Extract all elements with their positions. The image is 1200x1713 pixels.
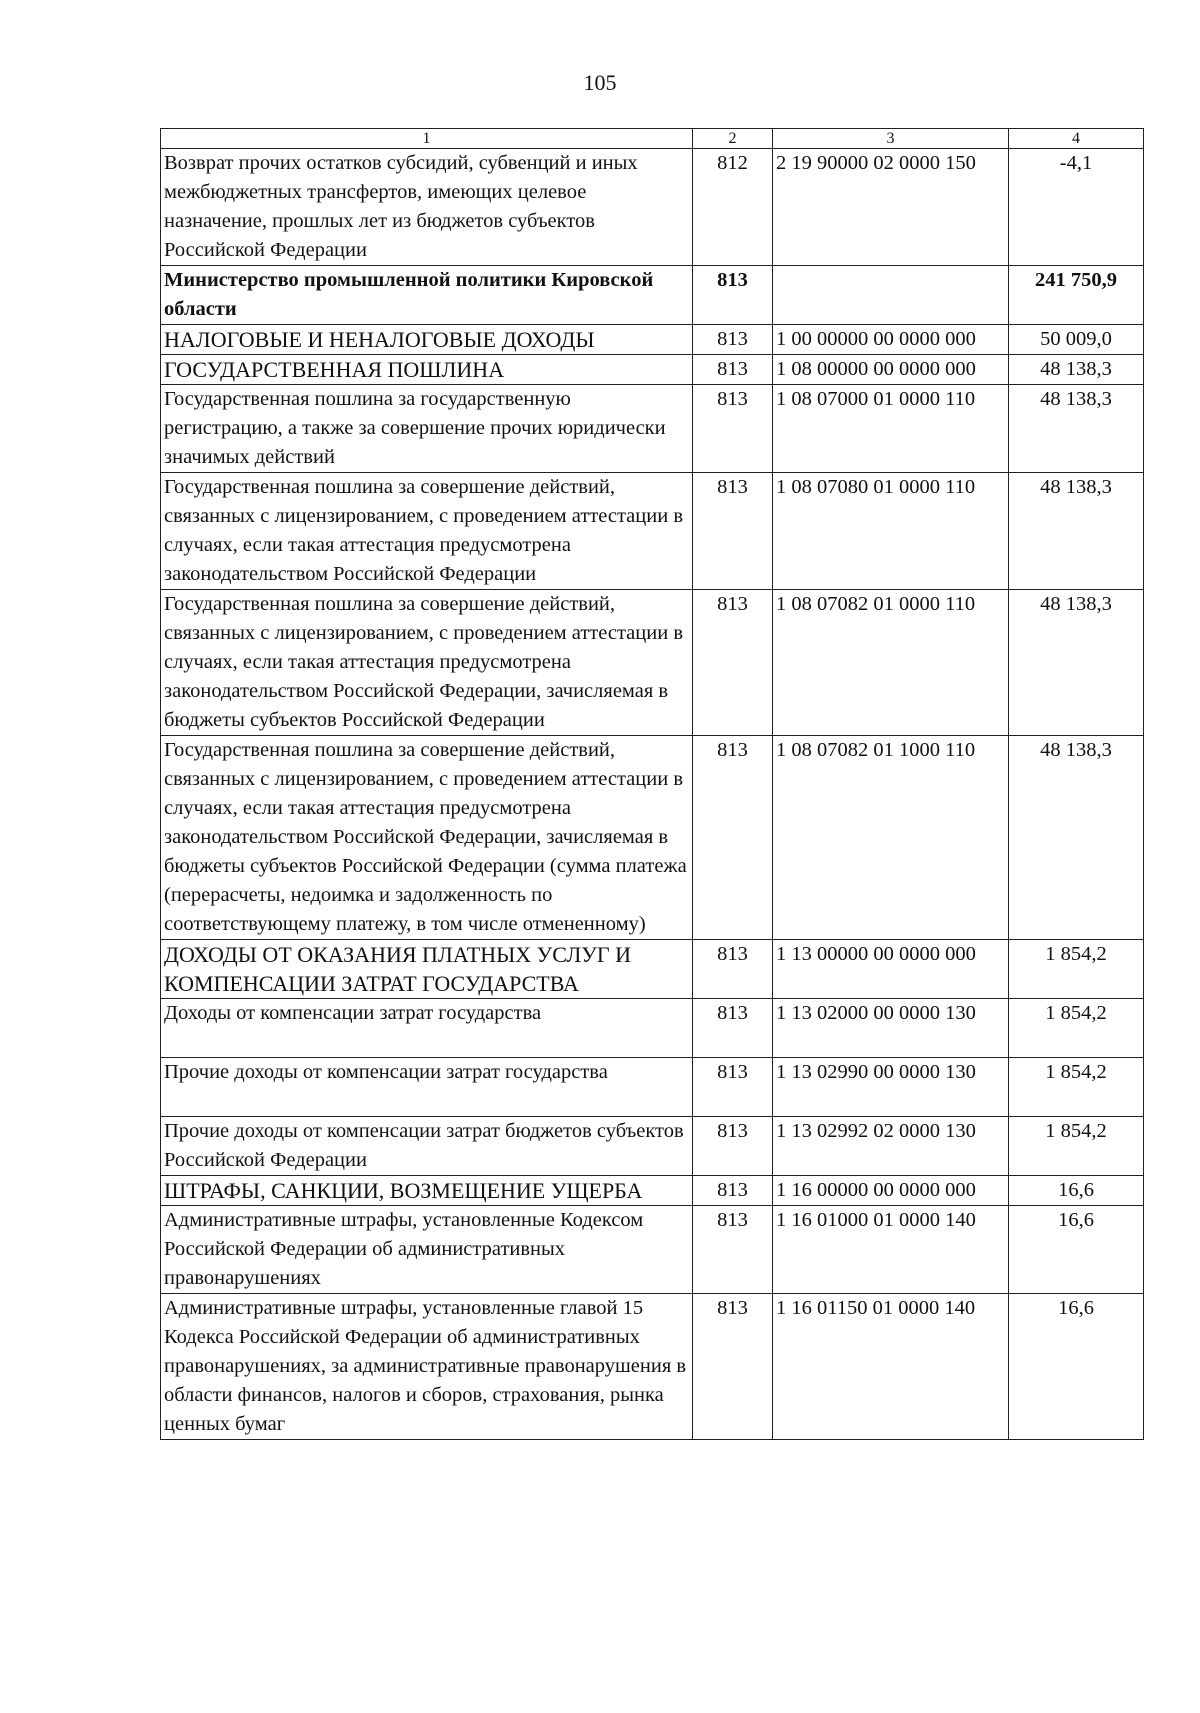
table-row — [161, 385, 1144, 473]
page-number: 105 — [583, 70, 617, 95]
row-name: Возврат прочих остатков субсидий, субвенций и иных межбюджетных трансфертов, имеющих целевое назначение, прошлых лет из бюджетов субъектов Российской Федерации — [161, 149, 693, 266]
row-admin-code: 813 — [693, 1058, 773, 1117]
table-row — [161, 355, 1144, 385]
row-amount: 48 138,3 — [1009, 385, 1144, 473]
row-admin-code: 813 — [693, 999, 773, 1058]
row-amount: -4,1 — [1009, 149, 1144, 266]
row-name: НАЛОГОВЫЕ И НЕНАЛОГОВЫЕ ДОХОДЫ — [161, 325, 693, 355]
column-header-2: 2 — [693, 129, 773, 149]
row-admin-code: 813 — [693, 325, 773, 355]
row-amount: 241 750,9 — [1009, 266, 1144, 325]
table-row — [161, 1058, 1144, 1117]
row-amount: 1 854,2 — [1009, 940, 1144, 999]
row-budget-code: 1 13 02990 00 0000 130 — [773, 1058, 1009, 1117]
table-row — [161, 940, 1144, 999]
table-row — [161, 325, 1144, 355]
table-row — [161, 149, 1144, 266]
row-name: Административные штрафы, установленные главой 15 Кодекса Российской Федерации об административных правонарушениях, за административные правонарушения в области финансов, налогов и сборов, страхования, рынка ценных бумаг — [161, 1294, 693, 1440]
table-row — [161, 473, 1144, 590]
row-budget-code: 1 00 00000 00 0000 000 — [773, 325, 1009, 355]
row-budget-code — [773, 266, 1009, 325]
row-admin-code: 813 — [693, 385, 773, 473]
row-budget-code: 1 13 00000 00 0000 000 — [773, 940, 1009, 999]
row-amount: 48 138,3 — [1009, 736, 1144, 940]
row-budget-code: 1 08 07082 01 1000 110 — [773, 736, 1009, 940]
table-row — [161, 590, 1144, 736]
row-budget-code: 1 16 01150 01 0000 140 — [773, 1294, 1009, 1440]
row-budget-code: 1 16 01000 01 0000 140 — [773, 1206, 1009, 1294]
row-budget-code: 1 16 00000 00 0000 000 — [773, 1176, 1009, 1206]
row-amount: 48 138,3 — [1009, 355, 1144, 385]
row-name: Государственная пошлина за совершение действий, связанных с лицензированием, с проведением аттестации в случаях, если такая аттестация предусмотрена законодательством Российской Федерации, зачисляемая в бюджеты субъектов Российской Федерации — [161, 590, 693, 736]
row-admin-code: 813 — [693, 940, 773, 999]
row-budget-code: 1 13 02000 00 0000 130 — [773, 999, 1009, 1058]
row-name: Прочие доходы от компенсации затрат бюджетов субъектов Российской Федерации — [161, 1117, 693, 1176]
row-budget-code: 1 08 00000 00 0000 000 — [773, 355, 1009, 385]
row-admin-code: 813 — [693, 1176, 773, 1206]
row-budget-code: 1 08 07082 01 0000 110 — [773, 590, 1009, 736]
row-name: ШТРАФЫ, САНКЦИИ, ВОЗМЕЩЕНИЕ УЩЕРБА — [161, 1176, 693, 1206]
row-amount: 1 854,2 — [1009, 1058, 1144, 1117]
row-amount: 16,6 — [1009, 1176, 1144, 1206]
row-admin-code: 813 — [693, 1206, 773, 1294]
column-header-1: 1 — [161, 129, 693, 149]
row-name: Прочие доходы от компенсации затрат государства — [161, 1058, 693, 1117]
row-budget-code: 1 08 07000 01 0000 110 — [773, 385, 1009, 473]
table-row — [161, 1206, 1144, 1294]
column-header-3: 3 — [773, 129, 1009, 149]
row-admin-code: 813 — [693, 1294, 773, 1440]
table-row-ministry — [161, 266, 1144, 325]
row-admin-code: 813 — [693, 473, 773, 590]
row-admin-code: 813 — [693, 355, 773, 385]
row-name: Министерство промышленной политики Кировской области — [161, 266, 693, 325]
table-row — [161, 1294, 1144, 1440]
row-amount: 1 854,2 — [1009, 1117, 1144, 1176]
row-admin-code: 813 — [693, 1117, 773, 1176]
table-row — [161, 1176, 1144, 1206]
row-budget-code: 1 13 02992 02 0000 130 — [773, 1117, 1009, 1176]
column-header-4: 4 — [1009, 129, 1144, 149]
row-admin-code: 813 — [693, 736, 773, 940]
row-name: Государственная пошлина за государственную регистрацию, а также за совершение прочих юридически значимых действий — [161, 385, 693, 473]
row-name: Государственная пошлина за совершение действий, связанных с лицензированием, с проведением аттестации в случаях, если такая аттестация предусмотрена законодательством Российской Федерации — [161, 473, 693, 590]
row-name: Государственная пошлина за совершение действий, связанных с лицензированием, с проведением аттестации в случаях, если такая аттестация предусмотрена законодательством Российской Федерации, зачисляемая в бюджеты субъектов Российской Федерации (сумма платежа (перерасчеты, недоимка и задолженность по соответствующему платежу, в том числе отмененному) — [161, 736, 693, 940]
row-amount: 16,6 — [1009, 1206, 1144, 1294]
row-name: Доходы от компенсации затрат государства — [161, 999, 693, 1058]
table-header-row — [161, 129, 1144, 149]
table-row — [161, 736, 1144, 940]
row-amount: 48 138,3 — [1009, 590, 1144, 736]
row-amount: 48 138,3 — [1009, 473, 1144, 590]
row-admin-code: 812 — [693, 149, 773, 266]
row-name: ДОХОДЫ ОТ ОКАЗАНИЯ ПЛАТНЫХ УСЛУГ И КОМПЕНСАЦИИ ЗАТРАТ ГОСУДАРСТВА — [161, 940, 693, 999]
row-name: ГОСУДАРСТВЕННАЯ ПОШЛИНА — [161, 355, 693, 385]
row-admin-code: 813 — [693, 266, 773, 325]
table-row — [161, 1117, 1144, 1176]
table-row — [161, 999, 1144, 1058]
row-admin-code: 813 — [693, 590, 773, 736]
row-amount: 50 009,0 — [1009, 325, 1144, 355]
row-budget-code: 1 08 07080 01 0000 110 — [773, 473, 1009, 590]
row-amount: 16,6 — [1009, 1294, 1144, 1440]
row-amount: 1 854,2 — [1009, 999, 1144, 1058]
revenue-table — [160, 128, 1144, 1440]
row-name: Административные штрафы, установленные Кодексом Российской Федерации об административных правонарушениях — [161, 1206, 693, 1294]
row-budget-code: 2 19 90000 02 0000 150 — [773, 149, 1009, 266]
